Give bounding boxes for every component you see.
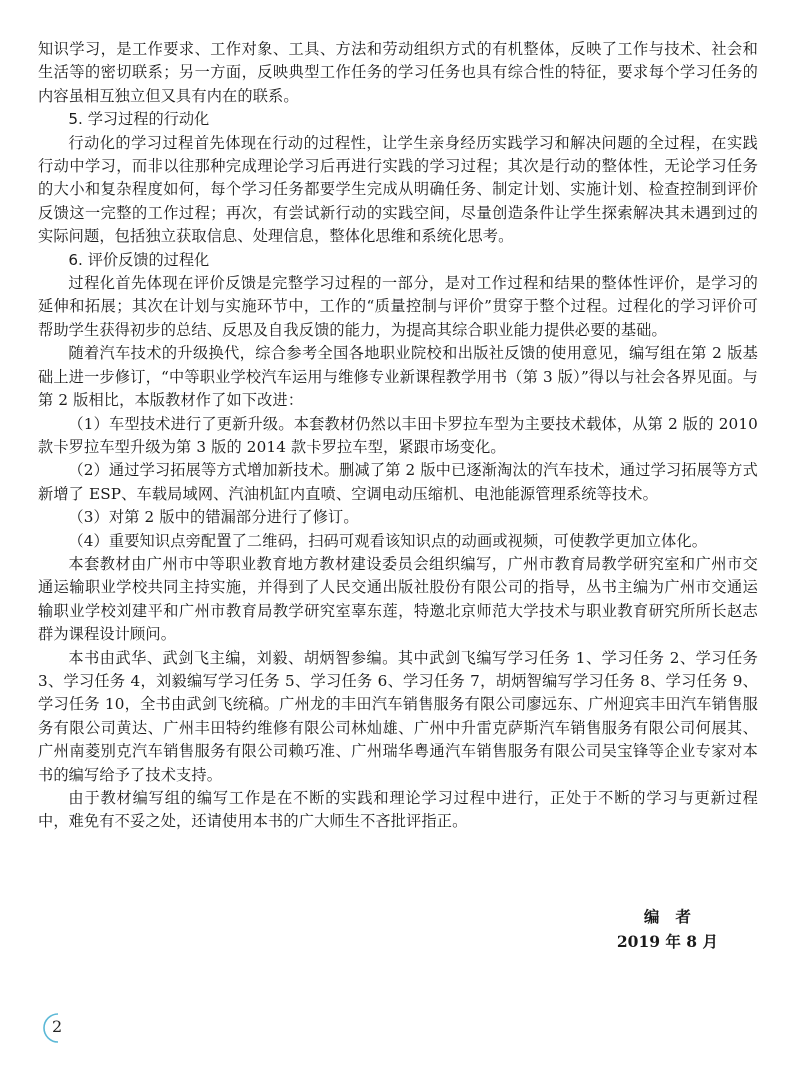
signature-author: 编者	[643, 907, 707, 926]
list-item: （4）重要知识点旁配置了二维码，扫码可观看该知识点的动画或视频，可使教学更加立体化。	[68, 531, 708, 550]
section-heading: 6. 评价反馈的过程化	[68, 250, 210, 269]
signature-date: 2019 年 8 月	[616, 932, 718, 951]
paragraph: 行动化的学习过程首先体现在行动的过程性，让学生亲身经历实践学习和解决问题的全过程，在实践行动中学习，而非以往那种完成理论学习后再进行实践的学习过程；其次是行动的整体性，无论学习任务的大小和复杂程度如何，每个学习任务都要学生完成从明确任务、制定计划、实施计划、检查控制到评价反馈这一完整的工作过程；再次，有尝试新行动的实践空间，尽量创造条件让学生探索解决其未遇到过的实际问题，包括独立获取信息、处理信息，整体化思维和系统化思考。	[38, 133, 758, 246]
list-item: （1）车型技术进行了更新升级。本套教材仍然以丰田卡罗拉车型为主要技术载体，从第 2 版的 2010 款卡罗拉车型升级为第 3 版的 2014 款卡罗拉车型，紧跟市场变化。	[38, 414, 758, 456]
paragraph: 由于教材编写组的编写工作是在不断的实践和理论学习过程中进行，正处于不断的学习与更新过程中，难免有不妥之处，还请使用本书的广大师生不吝批评指正。	[38, 789, 758, 831]
section-heading: 5. 学习过程的行动化	[68, 110, 210, 129]
list-item: （3）对第 2 版中的错漏部分进行了修订。	[68, 508, 359, 527]
paragraph: 本套教材由广州市中等职业教育地方教材建设委员会组织编写，广州市教育局教学研究室和广州市交通运输职业学校共同主持实施，并得到了人民交通出版社股份有限公司的指导，丛书主编为广州市交通运输职业学校刘建平和广州市教育局教学研究室辜东莲，特邀北京师范大学技术与职业教育研究所所长赵志群为课程设计顾问。	[38, 554, 758, 644]
body-text	[38, 38, 758, 834]
list-item: （2）通过学习拓展等方式增加新技术。删减了第 2 版中已逐渐淘汰的汽车技术，通过学习拓展等方式新增了 ESP、车载局域网、汽油机缸内直喷、空调电动压缩机、电池能源管理系统等技术。	[38, 461, 758, 503]
paragraph: 随着汽车技术的升级换代，综合参考全国各地职业院校和出版社反馈的使用意见，编写组在第 2 版基础上进一步修订，“中等职业学校汽车运用与维修专业新课程教学用书（第 3 版）”得以与社会各界见面。与第 2 版相比，本版教材作了如下改进：	[38, 344, 758, 410]
paragraph: 本书由武华、武剑飞主编，刘毅、胡炳智参编。其中武剑飞编写学习任务 1、学习任务 2、学习任务 3、学习任务 4，刘毅编写学习任务 5、学习任务 6、学习任务 7，胡炳智编写学习任务 8、学习任务 9、学习任务 10，全书由武剑飞统稿。广州龙的丰田汽车销售服务有限公司廖远东、广州迎宾丰田汽车销售服务有限公司黄达、广州丰田特约维修有限公司林灿雄、广州中升雷克萨斯汽车销售服务有限公司何展其、广州南菱别克汽车销售服务有限公司赖巧准、广州瑞华粤通汽车销售服务有限公司吴宝锋等企业专家对本书的编写给予了技术支持。	[38, 648, 758, 784]
page-number: 2	[52, 1017, 63, 1036]
paragraph: 过程化首先体现在评价反馈是完整学习过程的一部分，是对工作过程和结果的整体性评价，是学习的延伸和拓展；其次在计划与实施环节中，工作的“质量控制与评价”贯穿于整个过程。过程化的学习评价可帮助学生获得初步的总结、反思及自我反馈的能力，为提高其综合职业能力提供必要的基础。	[38, 274, 758, 339]
signature-block	[617, 904, 718, 954]
page-number-badge	[36, 1010, 72, 1046]
paragraph: 知识学习，是工作要求、工作对象、工具、方法和劳动组织方式的有机整体，反映了工作与技术、社会和生活等的密切联系；另一方面，反映典型工作任务的学习任务也具有综合性的特征，要求每个学习任务的内容虽相互独立但又具有内在的联系。	[38, 40, 758, 105]
